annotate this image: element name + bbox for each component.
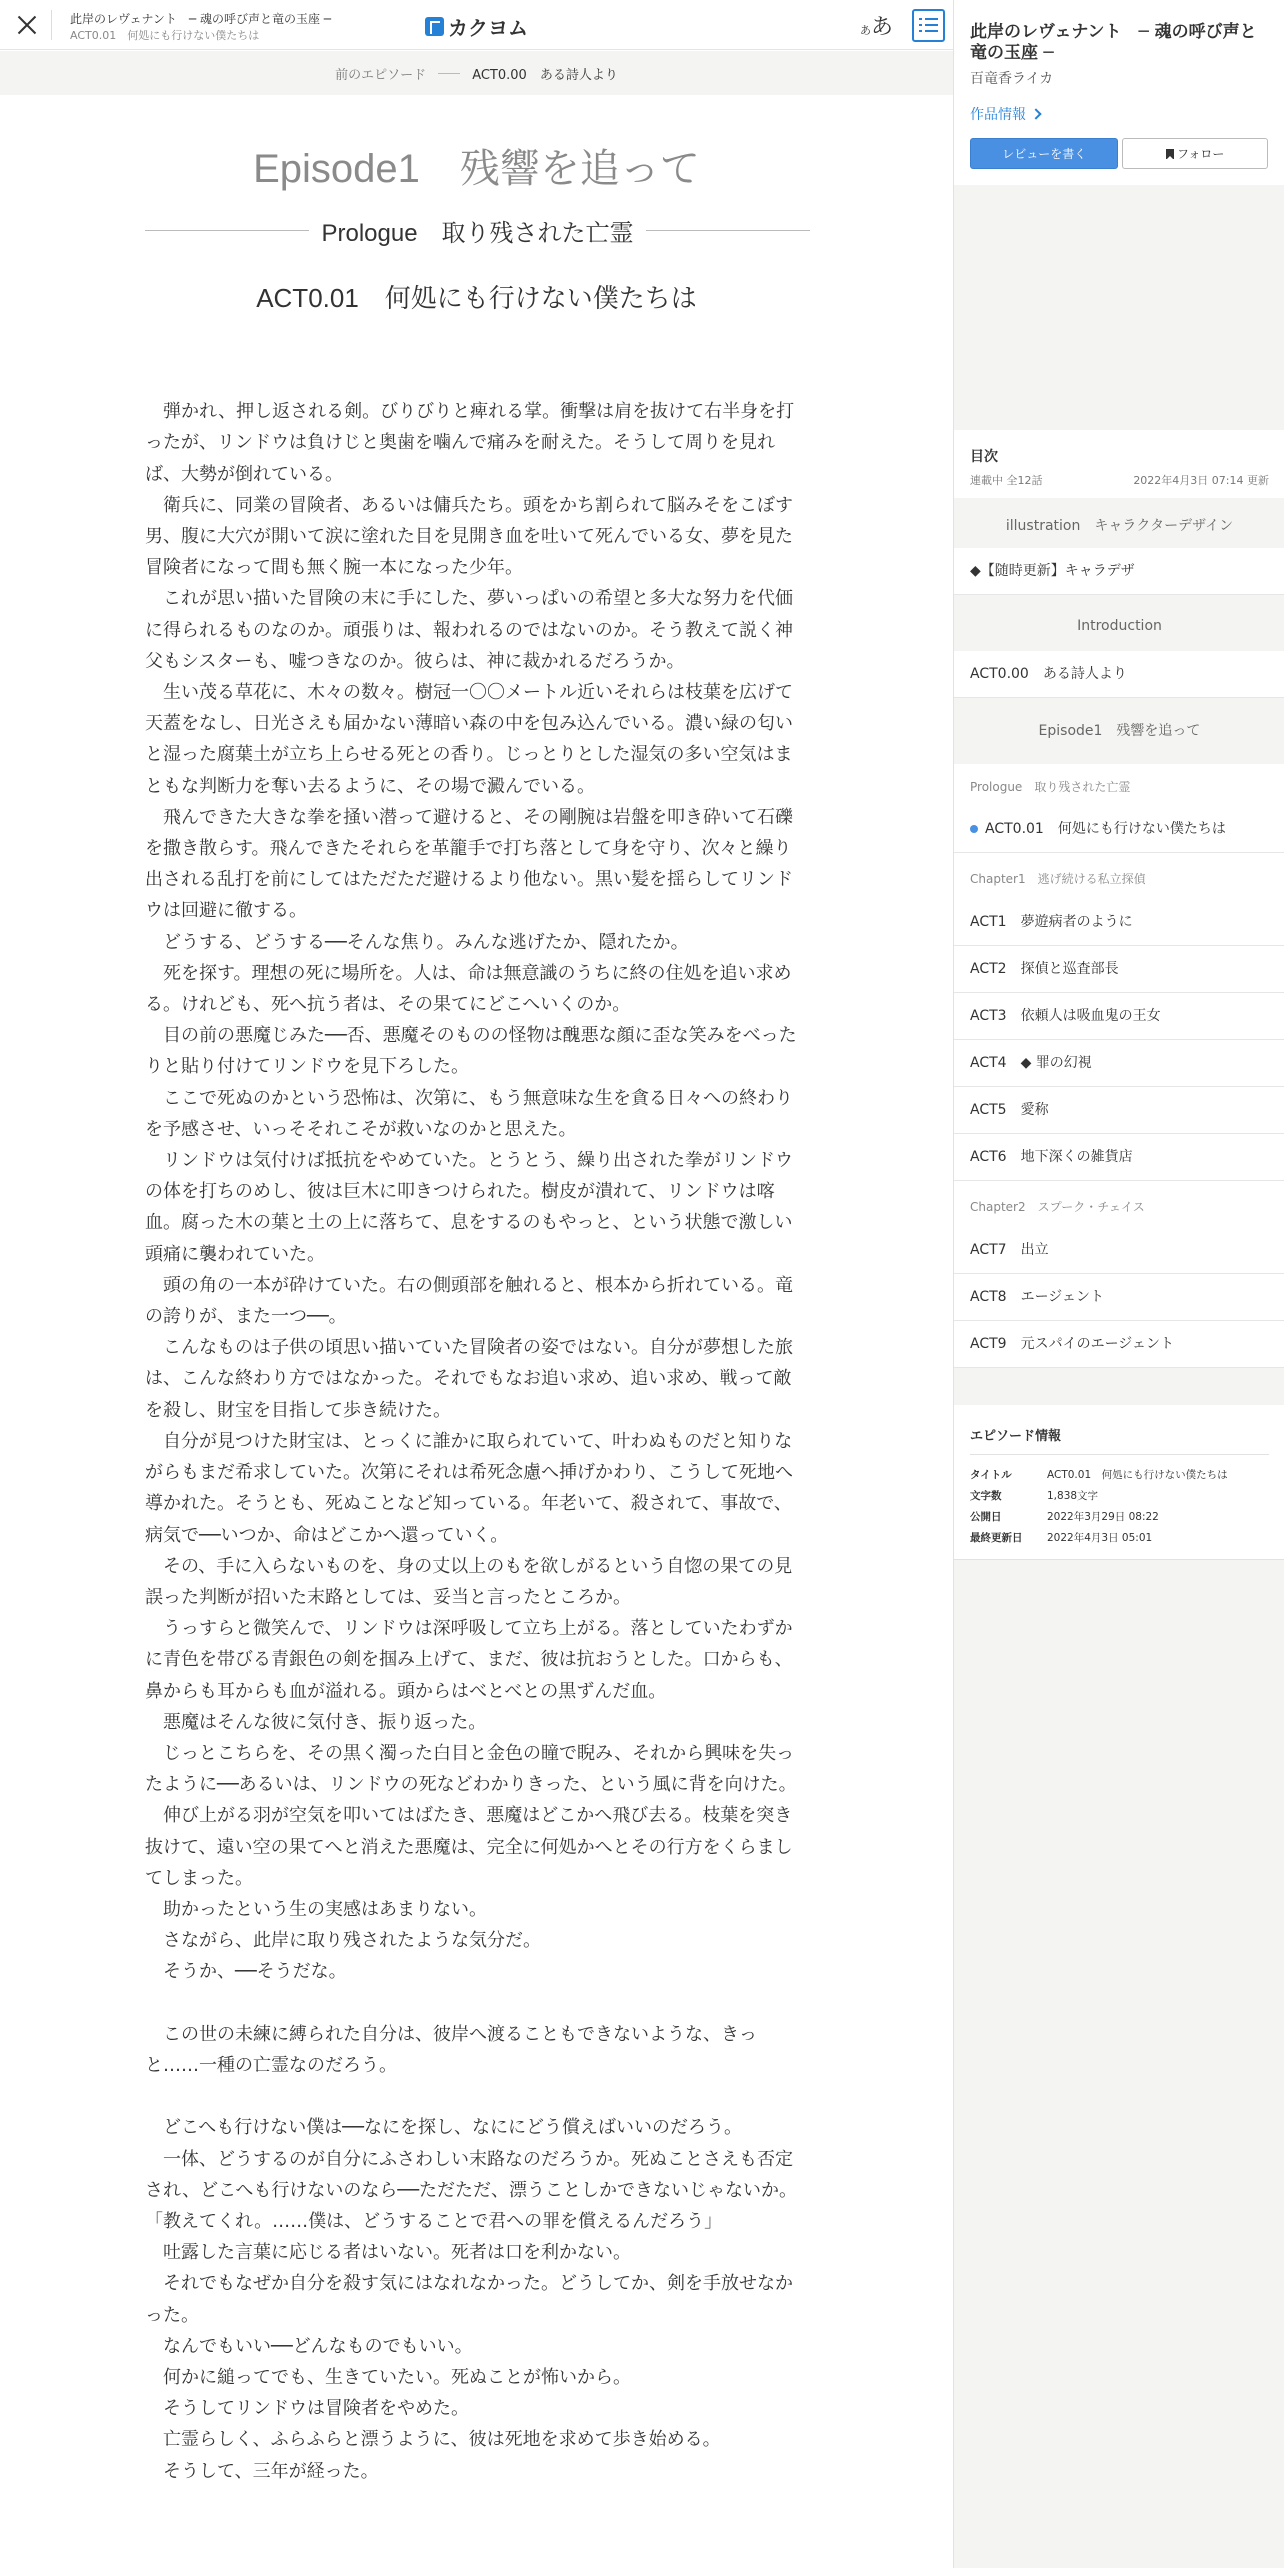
- top-bar: [0, 0, 953, 50]
- episode-info-label: 公開日: [970, 1511, 1002, 1523]
- toc-section-introduction: Introduction: [954, 595, 1284, 651]
- body-paragraph: リンドウは気付けば抵抗をやめていた。とうとう、繰り出された拳がリンドウの体を打ちのめし、彼は巨木に叩きつけられた。樹皮が潰れて、リンドウは喀血。腐った木の葉と土の上に落ちて、息をするのもやっと、という状態で激しい頭痛に襲われていた。: [145, 1150, 793, 1265]
- body-paragraph: 「教えてくれ。……僕は、どうすることで君への罪を償えるんだろう」: [145, 2210, 723, 2232]
- toc-section-illustration: illustration キャラクターデザイン: [954, 498, 1284, 548]
- font-size-small-glyph: あ: [860, 24, 871, 37]
- body-paragraph: その、手に入らないものを、身の丈以上のもを欲しがるという自惚の果ての見誤った判断が招いた末路としては、妥当と言ったところか。: [145, 1555, 793, 1608]
- body-paragraph: こんなものは子供の頃思い描いていた冒険者の姿ではない。自分が夢想した旅は、こんな終わり方ではなかった。それでもなお追い求め、追い求め、戦って敵を殺し、財宝を目指して歩き続けた。: [145, 1337, 793, 1421]
- body-paragraph: どうする、どうする──そんな焦り。みんな逃げたか、隠れたか。: [145, 931, 689, 953]
- author-name[interactable]: 百竜香ライカ: [970, 71, 1054, 87]
- body-paragraph: じっとこちらを、その黒く濁った白目と金色の瞳で睨み、それから興味を失ったように──あるいは、リンドウの死などわかりきった、という風に背を向けた。: [145, 1742, 797, 1796]
- body-paragraph: [145, 2081, 805, 2112]
- toc-item[interactable]: ACT8 エージェント: [954, 1274, 1284, 1321]
- chapter-heading: [145, 213, 810, 248]
- toc-item[interactable]: ACT5 愛称: [954, 1087, 1284, 1134]
- episode-heading: Episode1 残響を追って: [253, 147, 700, 191]
- body-paragraph: うっすらと微笑んで、リンドウは深呼吸して立ち上がる。落としていたわずかに青色を帯びる青銀色の剣を掴み上げて、まだ、彼は抗おうとした。口からも、鼻からも耳からも血が溢れる。頭からはべとべとの黒ずんだ血。: [145, 1618, 793, 1702]
- body-paragraph: 伸び上がる羽が空気を叩いてはばたき、悪魔はどこかへ飛び去る。枝葉を突き抜けて、遠い空の果てへと消えた悪魔は、完全に何処かへとその行方をくらましてしまった。: [145, 1805, 793, 1889]
- prev-episode-title[interactable]: ACT0.00 ある詩人より: [472, 67, 618, 83]
- prev-episode-divider: [438, 73, 460, 74]
- toc-updated: 2022年4月3日 07:14 更新: [1133, 474, 1269, 487]
- body-paragraph: それでもなぜか自分を殺す気にはなれなかった。どうしてか、剣を手放せなかった。: [145, 2273, 793, 2326]
- follow-button[interactable]: [1122, 138, 1268, 169]
- font-size-large-glyph: あ: [871, 15, 894, 40]
- body-paragraph: 悪魔はそんな彼に気付き、振り返った。: [145, 1711, 487, 1733]
- logo-text: カクヨム: [448, 16, 528, 40]
- header-work-title[interactable]: 此岸のレヴェナント ─ 魂の呼び声と竜の玉座 ─: [70, 12, 331, 26]
- body-paragraph: 助かったという生の実感はあまりない。: [145, 1898, 487, 1920]
- work-summary: [954, 0, 1284, 185]
- action-buttons: [970, 138, 1268, 169]
- follow-button-label: フォロー: [1177, 147, 1225, 161]
- prev-episode-label[interactable]: 前のエピソード: [335, 67, 427, 83]
- bookmark-plus-icon: [1166, 149, 1174, 159]
- work-info-link[interactable]: [970, 104, 1268, 124]
- body-paragraph: この世の未練に縛られた自分は、彼岸へ渡ることもできないような、きっと……一種の亡霊なのだろう。: [145, 2023, 757, 2076]
- episode-info-label: タイトル: [970, 1469, 1012, 1481]
- toc-chapter-label: Prologue 取り残された亡霊: [954, 764, 1284, 806]
- sidebar-work-title[interactable]: [970, 22, 1268, 64]
- work-info-link-label[interactable]: 作品情報: [970, 107, 1026, 123]
- body-paragraph: さながら、此岸に取り残されたような気分だ。: [145, 1930, 541, 1952]
- toc-item[interactable]: ACT2 探偵と巡査部長: [954, 946, 1284, 993]
- sidebar-work-title-suffix: ─: [1038, 43, 1054, 63]
- chevron-right-icon: [1030, 108, 1041, 119]
- body-paragraph: 何かに縋ってでも、生きていたい。死ぬことが怖いから。: [145, 2366, 631, 2388]
- close-icon[interactable]: [14, 12, 40, 38]
- toc-item[interactable]: ACT1 夢遊病者のように: [954, 899, 1284, 946]
- write-review-button[interactable]: レビューを書く: [970, 138, 1118, 169]
- body-paragraph: 一体、どうするのが自分にふさわしい末路なのだろうか。死ぬことさえも否定され、どこへも行けないのなら──ただただ、漂うことしかできないじゃないか。: [145, 2148, 798, 2201]
- body-paragraph: 自分が見つけた財宝は、とっくに誰かに取られていて、叶わぬものだと知りながらもまだ希求していた。次第にそれは希死念慮へ挿げかわり、こうして死地へ導かれた。そうとも、死ぬことなど知っている。年老いて、殺されて、事故で、病気で──いつか、命はどこかへ還っていく。: [145, 1430, 793, 1546]
- body-paragraph: 生い茂る草花に、木々の数々。樹冠一〇〇メートル近いそれらは枝葉を広げて天蓋をなし、日光さえも届かない薄暗い森の中を包み込んでいる。濃い緑の匂いと湿った腐葉土が立ち上らせる死との香り。じっとりとした湿気の多い空気はまともな判断力を奪い去るように、その場で澱んでいる。: [145, 682, 793, 797]
- toc-item-current[interactable]: [954, 806, 1284, 853]
- toc-item[interactable]: ACT7 出立: [954, 1227, 1284, 1274]
- toc-status: 連載中 全12話: [970, 474, 1043, 487]
- toc-chapter-label: Chapter2 スプーク・チェイス: [954, 1181, 1284, 1227]
- chapter-heading-line-left: [145, 230, 309, 231]
- toc-chapter-label: Chapter1 逃げ続ける私立探偵: [954, 853, 1284, 899]
- body-paragraph: 弾かれ、押し返される剣。びりびりと痺れる掌。衝撃は肩を抜けて右半身を打ったが、リンドウは負けじと奥歯を噛んで痛みを耐えた。そうして周りを見れば、大勢が倒れている。: [145, 401, 795, 485]
- body-paragraph: ここで死ぬのかという恐怖は、次第に、もう無意味な生を貪る日々への終わりを予感させ、いっそそれこそが救いなのかと思えた。: [145, 1087, 793, 1140]
- episode-info-value: 2022年3月29日 08:22: [1047, 1511, 1159, 1523]
- chapter-heading-line-right: [646, 230, 810, 231]
- toc-header: [954, 430, 1284, 499]
- episode-body: [145, 365, 805, 2487]
- toc-section-episode1: Episode1 残響を追って: [954, 698, 1284, 764]
- body-paragraph: どこへも行けない僕は──なにを探し、なににどう償えばいいのだろう。: [145, 2117, 742, 2139]
- episode-info-label: 文字数: [970, 1490, 1002, 1502]
- chapter-heading-text: Prologue 取り残された亡霊: [321, 220, 634, 247]
- body-paragraph: そうしてリンドウは冒険者をやめた。: [145, 2398, 469, 2420]
- body-paragraph: そうして、三年が経った。: [145, 2460, 379, 2482]
- body-paragraph: 目の前の悪魔じみた──否、悪魔そのものの怪物は醜悪な顔に歪な笑みをべったりと貼り付けてリンドウを見下ろした。: [145, 1025, 797, 1078]
- body-paragraph: 死を探す。理想の死に場所を。人は、命は無意識のうちに終の住処を追い求める。けれども、死へ抗う者は、その果てにどこへいくのか。: [145, 962, 792, 1016]
- body-paragraph: 衛兵に、同業の冒険者、あるいは傭兵たち。頭をかち割られて脳みそをこぼす男、腹に大穴が開いて涙に塗れた目を見開き血を吐いて死んでいる女、夢を見た冒険者になって間も無く腕一本になった少年。: [145, 494, 793, 579]
- sidebar-work-title-text[interactable]: 此岸のレヴェナント ─ 魂の呼び声と竜の玉座: [970, 22, 1257, 63]
- header-episode-title: ACT0.01 何処にも行けない僕たちは: [70, 29, 260, 42]
- sidebar: [953, 0, 1284, 2568]
- toc-item[interactable]: ACT6 地下深くの雑貨店: [954, 1134, 1284, 1181]
- toc-list: [954, 498, 1284, 1368]
- toc-item[interactable]: ◆【随時更新】キャラデザ: [954, 548, 1284, 595]
- kakuyomu-logo-icon: [425, 17, 444, 36]
- toc-item[interactable]: ACT9 元スパイのエージェント: [954, 1321, 1284, 1368]
- toc-list-icon[interactable]: [912, 9, 945, 42]
- episode-content: [0, 95, 953, 2568]
- prev-episode-bar[interactable]: [0, 51, 953, 95]
- toc-item[interactable]: ACT3 依頼人は吸血鬼の王女: [954, 993, 1284, 1040]
- episode-info-table: [970, 1467, 1269, 1545]
- font-size-button[interactable]: [860, 10, 893, 41]
- body-paragraph: そうか、──そうだな。: [145, 1961, 347, 1983]
- episode-info-title: エピソード情報: [970, 1425, 1269, 1455]
- episode-info-value: ACT0.01 何処にも行けない僕たちは: [1047, 1469, 1228, 1481]
- toc-item-label[interactable]: ACT0.01 何処にも行けない僕たちは: [985, 820, 1226, 837]
- divider: [51, 10, 52, 40]
- body-paragraph: 亡霊らしく、ふらふらと漂うように、彼は死地を求めて歩き始める。: [145, 2429, 721, 2451]
- current-episode-dot: [970, 825, 978, 833]
- body-paragraph: 頭の角の一本が砕けていた。右の側頭部を触れると、根本から折れている。竜の誇りが、また一つ──。: [145, 1274, 793, 1328]
- episode-info-value: 1,838文字: [1047, 1490, 1099, 1502]
- episode-info-label: 最終更新日: [970, 1532, 1023, 1544]
- kakuyomu-logo[interactable]: [425, 12, 528, 41]
- toc-title: 目次: [970, 449, 998, 465]
- body-paragraph: 飛んできた大きな拳を掻い潜って避けると、その剛腕は岩盤を叩き砕いて石礫を撒き散らす。飛んできたそれらを革籠手で打ち落として身を守り、次々と繰り出される乱打を前にしてはただただ避けるより他ない。黒い髪を揺らしてリンドウは回避に徹する。: [145, 806, 793, 922]
- act-heading: ACT0.01 何処にも行けない僕たちは: [256, 283, 697, 313]
- toc-item[interactable]: ACT0.00 ある詩人より: [954, 651, 1284, 698]
- body-paragraph: なんでもいい──どんなものでもいい。: [145, 2335, 473, 2357]
- episode-info: [954, 1405, 1284, 1560]
- body-paragraph: これが思い描いた冒険の末に手にした、夢いっぱいの希望と多大な努力を代価に得られるものなのか。頑張りは、報われるのではないのか。そう教えて説く神父もシスターも、嘘つきなのか。彼らは、神に裁かれるだろうか。: [145, 588, 793, 672]
- episode-info-value: 2022年4月3日 05:01: [1047, 1532, 1153, 1544]
- toc-item[interactable]: ACT4 ◆ 罪の幻視: [954, 1040, 1284, 1087]
- body-paragraph: 吐露した言葉に応じる者はいない。死者は口を利かない。: [145, 2242, 631, 2264]
- body-paragraph: [145, 1988, 805, 2019]
- body-paragraph: [145, 365, 805, 396]
